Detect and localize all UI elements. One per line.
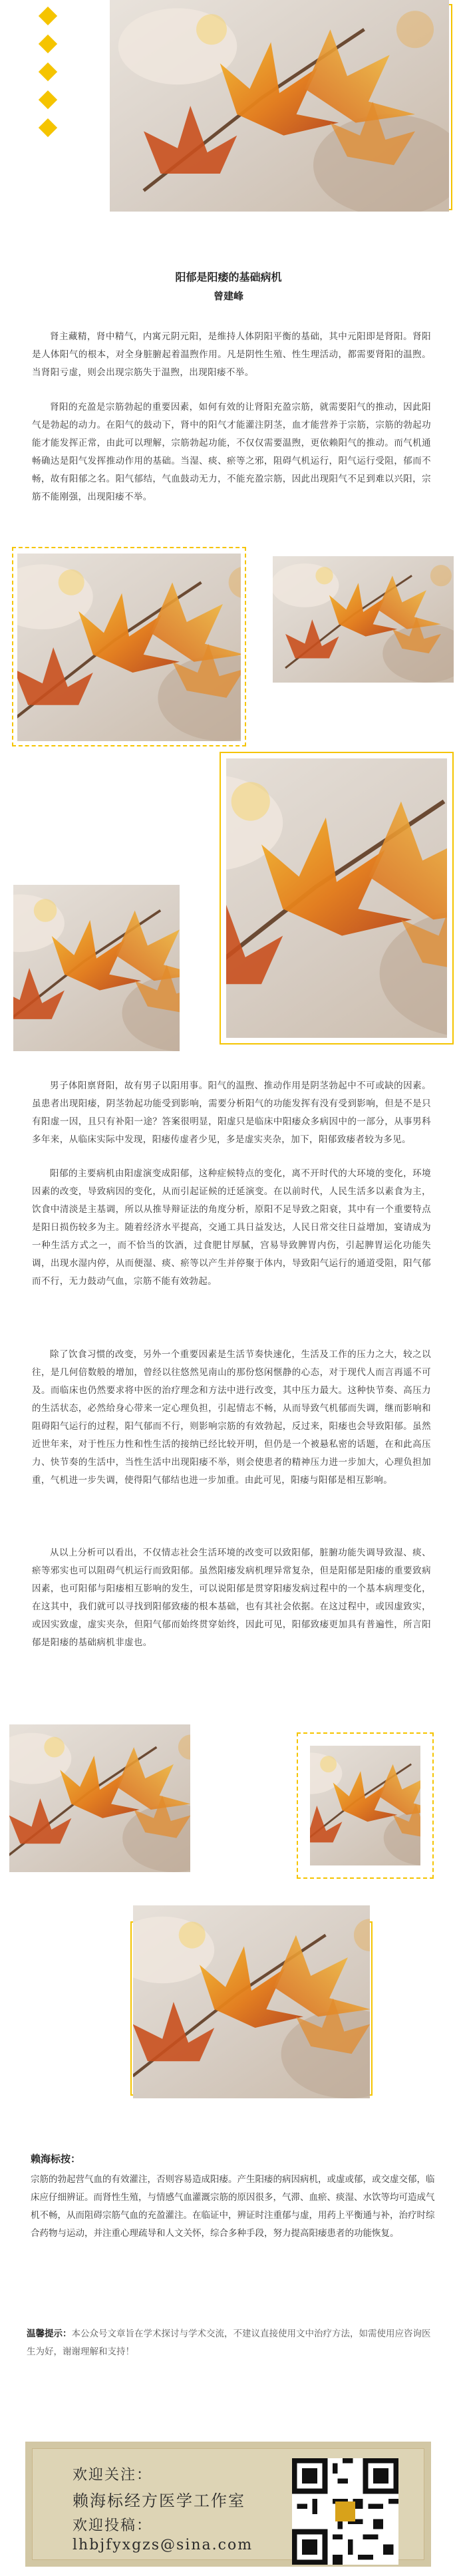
decor-diamond [39, 63, 57, 81]
leaf-image-5 [9, 1724, 190, 1872]
paragraph-2: 肾阳的充盈是宗筋勃起的重要因素，如何有效的让肾阳充盈宗筋，就需要阳气的推动，因此阳气是勃起的动力。在阳气的鼓动下，肾中的阳气才能灌注阴茎，血才能营养于宗筋，宗筋的勃起功能才能发挥正常，由此可以理解，宗筋勃起功能，不仅仅需要温煦，更依赖阳气的推动。而气机通畅确达是阳气发挥推动作用的基础。当湿、痰、瘀等之邪，阻碍气机运行，阳气运行受阻，郁而不畅，故有阳郁之名。阳气郁结，气血鼓动无力，不能充盈宗筋，因此出现阳气不足到难以兴阳，宗筋不能刚强，出现阳痿不举。 [32, 402, 431, 502]
notice [27, 2325, 439, 2360]
footer-line-2: 赖海标经方医学工作室 [73, 2492, 245, 2510]
footer-banner [25, 2442, 431, 2567]
leaf-image-2 [273, 556, 454, 683]
footer-line-4: lhbjfyxgzs@sina.com [73, 2537, 253, 2553]
decor-diamond [39, 90, 57, 109]
footer-line-1: 欢迎关注： [73, 2467, 153, 2484]
paragraph-1: 肾主藏精，肾中精气，内寓元阴元阳，是维持人体阴阳平衡的基础，其中元阳即是肾阳。肾阳是人体阳气的根本，对全身脏腑起着温煦作用。凡是阴性生殖、性生理活动，都需要肾阳的温煦。当肾阳亏虚，则会出现宗筋失于温煦，出现阳痿不举。 [32, 331, 431, 377]
leaf-image-4 [226, 758, 447, 1038]
notice-text: 本公众号文章旨在学术探讨与学术交流，不建议直接使用文中治疗方法，如需使用应咨询医生为好，谢谢理解和支持！ [27, 2329, 431, 2356]
paragraph-6: 从以上分析可以看出，不仅情志社会生活环境的改变可以致阳郁，脏腑功能失调导致湿、痰、瘀等邪实也可以阻碍气机运行而致阳郁。虽然阳痿发病机理异常复杂，但是阳郁是阳痿的重要致病因素，也可阳郁与阳痿相互影响的发生，可以说阳郁是贯穿阳痿发病过程中的一个基本病理变化，在这其中，我们就可以寻找到阳郁致痿的根本基础，也有其社会依据。在这过程中，或因虚致实，或因实致虚，虚实夹杂，但阳气郁而始终贯穿始终，因此可见，阳郁致痿更加具有普遍性，所言阳郁是阳痿的基础病机非虚也。 [32, 1547, 431, 1647]
leaf-image-7 [133, 1905, 370, 2098]
paragraph-4: 阳郁的主要病机由阳虚演变成阳郁，这种症候特点的变化，离不开时代的大环境的变化，环境因素的改变，导致病因的变化，从而引起证候的迁延演变。在以前时代，人民生活多以素食为主，饮食中清淡是主基调，所以从推导辩证法的角度分析，原阳不足导致之阳衰，其中有一个重要特点是阳日损伤较多为主。随着经济水平提高，交通工具日益发达，人民日常交往日益增加，宴请成为一种生活方式之一，而不恰当的饮酒，过食肥甘厚腻，宫易导致脾胃内伤，引起脾胃运化功能失调，出现水湿内停，从而便湿、痰、瘀等以产生并停聚于体内，导致阳气运行的通道受阻，阳气郁而不行，无力鼓动气血，宗筋不能有效勃起。 [32, 1168, 431, 1286]
notice-label: 温馨提示： [27, 2329, 72, 2338]
leaf-image-3 [13, 885, 180, 1051]
decor-diamond [39, 35, 57, 53]
article-author: 曾建峰 [213, 291, 243, 302]
paragraph-5: 除了饮食习惯的改变，另外一个重要因素是生活节奏快速化，生活及工作的压力之大，较之以往，是几何倍数般的增加，曾经以往悠然见南山的那份悠闲惬静的心态，对于现代人而言再遥不可及。而临床也仍然要求将中医的治疗理念和方法中进行改变，其中压力最大。这种快节奏、高压力的生活状态，必然给身心带来一定心理负担，引起情志不畅，从而导致气机郁而失调，继而影响和阻碍阳气运行的过程，阳气郁而不行，则影响宗筋的有效勃起，反过来，阳痿也会导致阳郁。虽然近世年来，对于性压力性和性生活的接纳已经比较开明，但仍是一个被悬私密的话题，在和此高压力、快节奏的生活中，当性生活中出现阳痿不举，则会使患者的精神压力进一步加大，心理负担加重，气机进一步失调，使得阳气郁结也进一步加重。由此可见，阳痿与阳郁是相互影响。 [32, 1349, 431, 1485]
leaf-image-6 [310, 1746, 420, 1865]
decor-diamond [39, 7, 57, 25]
paragraph-3: 男子体阳禀肾阳，故有男子以阳用事。阳气的温煦、推动作用是阴茎勃起中不可或缺的因素。虽患者出现阳痿，阴茎勃起功能受到影响，需要分析阳气的功能发挥有没有受到影响，但是不是只有阳虚一因，且只有补阳一途？答案很明显，阳虚只是临床中阳痿众多病因中的一部分，从事男科多年来，从临床实际中发现，阳痿传虚者少见，多是虚实夹杂，加下，阳郁致痿者较为多见。 [32, 1080, 431, 1144]
summary-label: 赖海标按： [31, 2154, 81, 2165]
summary-text: 宗筋的勃起营气血的有效灌注，否则容易造成阳痿。产生阳痿的病因病机，或虚或郁，或交虚交郁，临床应仔细辨证。而肾性生殖，与情感气血灌溉宗筋的原因很多，气滞、血瘀、痰湿、水饮等均可造成气机不畅，从而阻碍宗筋气血的充盈灌注。在临证中，辨证时注重郁与虚，用药上平衡通与补，治疗时综合药物与运动，并注重心理疏导和人文关怀，综合多种手段，努力提高阳痿患者的功能恢复。 [31, 2174, 435, 2238]
footer-line-3: 欢迎投稿： [73, 2517, 153, 2534]
leaf-image-1 [17, 554, 241, 741]
qr-code-image [292, 2458, 398, 2565]
decor-diamond [39, 118, 57, 137]
article-title: 阳郁是阳痿的基础病机 [175, 272, 282, 283]
hero-leaf-image [110, 0, 449, 212]
footer-inner [32, 2448, 424, 2560]
